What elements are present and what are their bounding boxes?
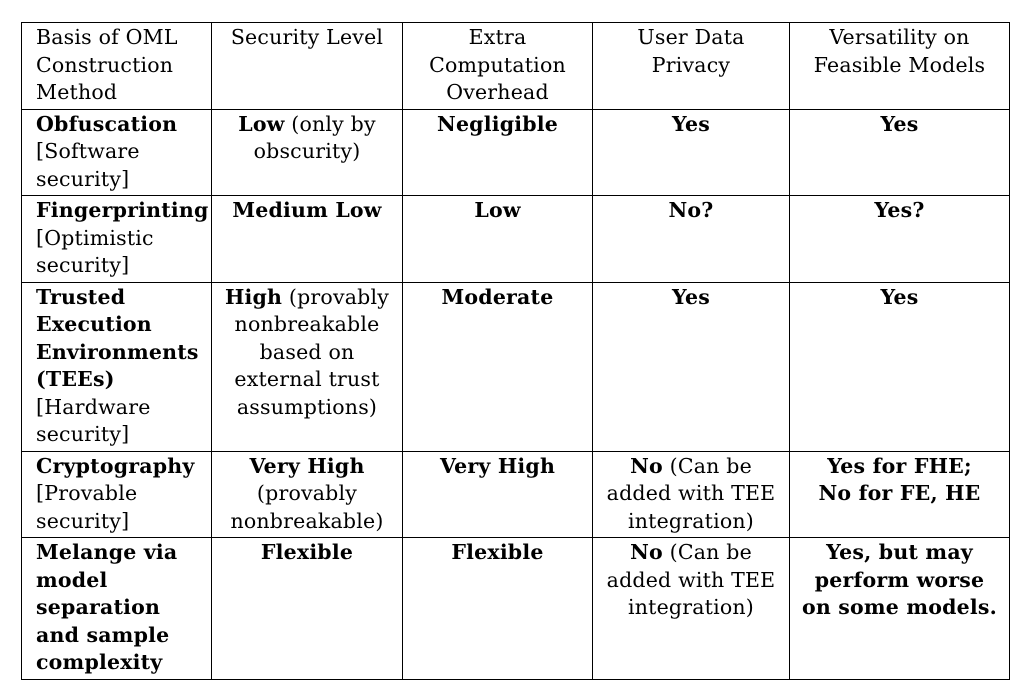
overhead-value: Low	[474, 198, 521, 222]
security-level-detail: nonbreakable	[234, 312, 380, 336]
cell-user-data-privacy	[593, 538, 790, 680]
cell-method	[22, 109, 212, 196]
method-name: and sample	[36, 622, 170, 647]
security-level-value: High	[224, 284, 283, 309]
security-line	[218, 111, 396, 139]
method-name: Obfuscation	[36, 111, 178, 136]
header-text: User Data	[637, 25, 745, 49]
versatility-value: Yes for FHE;	[827, 453, 972, 478]
header-text: Extra	[468, 25, 527, 49]
method-name: Execution	[36, 312, 152, 336]
method-name: model	[36, 567, 108, 592]
header-text: Method	[36, 80, 118, 104]
method-security-note: security]	[36, 422, 130, 446]
privacy-value: No	[630, 540, 663, 564]
header-text: Security Level	[230, 25, 384, 49]
cell-versatility	[790, 451, 1010, 538]
header-security-level	[212, 23, 403, 110]
privacy-line	[599, 197, 783, 225]
method-name: Fingerprinting	[36, 198, 209, 222]
header-user-data-privacy	[593, 23, 790, 110]
header-text: Privacy	[651, 52, 731, 77]
method-security-note: [Provable	[36, 481, 138, 505]
privacy-value: No?	[668, 198, 714, 222]
security-line	[218, 284, 396, 312]
method-name: complexity	[36, 650, 163, 674]
cell-user-data-privacy	[593, 451, 790, 538]
table-body	[22, 23, 1010, 680]
method-security-note: security]	[36, 508, 130, 533]
cell-computation-overhead	[403, 282, 593, 451]
cell-user-data-privacy	[593, 196, 790, 283]
table-row	[22, 451, 1010, 538]
header-text: Overhead	[446, 80, 549, 104]
header-row	[22, 23, 1010, 110]
cell-security-level	[212, 282, 403, 451]
cell-method	[22, 196, 212, 283]
privacy-line	[599, 284, 783, 312]
overhead-value: Very High	[439, 453, 556, 478]
method-name: separation	[36, 595, 161, 619]
method-security-note: security]	[36, 253, 130, 277]
method-name: Cryptography	[36, 453, 195, 478]
security-level-detail: obscurity)	[253, 139, 361, 163]
cell-security-level	[212, 538, 403, 680]
cell-method	[22, 451, 212, 538]
versatility-value: perform worse	[814, 567, 985, 592]
method-name: (TEEs)	[36, 367, 115, 391]
cell-security-level	[212, 109, 403, 196]
cell-method	[22, 538, 212, 680]
security-level-detail: external trust	[234, 367, 380, 391]
privacy-detail: added with TEE	[606, 481, 776, 505]
privacy-detail: integration)	[627, 508, 754, 533]
method-security-note: [Hardware	[36, 394, 151, 419]
header-text: Versatility on	[829, 25, 970, 49]
versatility-value: No for FE, HE	[818, 481, 981, 505]
cell-versatility	[790, 196, 1010, 283]
overhead-value: Moderate	[441, 284, 554, 309]
privacy-detail: (Can be	[669, 540, 752, 564]
cell-computation-overhead	[403, 538, 593, 680]
privacy-line	[599, 111, 783, 139]
header-text: Feasible Models	[813, 52, 986, 77]
oml-comparison-table	[21, 22, 1010, 680]
versatility-value: Yes	[880, 284, 919, 309]
security-level-detail: based on	[259, 339, 355, 364]
versatility-value: on some models.	[801, 595, 997, 619]
method-name: Environments	[36, 339, 199, 364]
security-level-detail: (only by	[291, 111, 376, 136]
security-level-value: Flexible	[260, 540, 354, 564]
security-level-value: Medium Low	[232, 198, 382, 222]
security-level-detail: (provably	[288, 284, 390, 309]
cell-versatility	[790, 109, 1010, 196]
table-row	[22, 282, 1010, 451]
header-text: Basis of OML	[36, 25, 178, 49]
privacy-line	[599, 539, 783, 567]
table-row	[22, 196, 1010, 283]
security-level-detail: assumptions)	[236, 394, 378, 419]
method-security-note: [Optimistic	[36, 225, 154, 250]
header-basis-of-oml	[22, 23, 212, 110]
cell-method	[22, 282, 212, 451]
cell-security-level	[212, 196, 403, 283]
privacy-detail: integration)	[627, 595, 754, 619]
header-text: Construction	[36, 52, 174, 77]
security-line	[218, 197, 396, 225]
cell-versatility	[790, 538, 1010, 680]
method-security-note: [Software	[36, 139, 140, 163]
cell-user-data-privacy	[593, 109, 790, 196]
security-line	[218, 539, 396, 567]
table-row	[22, 538, 1010, 680]
security-level-detail: nonbreakable)	[230, 508, 384, 533]
security-line	[218, 453, 396, 481]
header-extra-computation-overhead	[403, 23, 593, 110]
cell-computation-overhead	[403, 109, 593, 196]
method-security-note: security]	[36, 166, 130, 191]
versatility-value: Yes	[880, 111, 919, 136]
security-level-value: Very High	[249, 453, 365, 478]
cell-user-data-privacy	[593, 282, 790, 451]
table-row	[22, 109, 1010, 196]
versatility-value: Yes?	[874, 198, 925, 222]
security-level-value: Low	[238, 111, 285, 136]
cell-versatility	[790, 282, 1010, 451]
header-versatility	[790, 23, 1010, 110]
privacy-value: No	[630, 453, 663, 478]
cell-security-level	[212, 451, 403, 538]
overhead-value: Negligible	[437, 111, 558, 136]
privacy-detail: (Can be	[669, 453, 752, 478]
overhead-value: Flexible	[451, 540, 544, 564]
cell-computation-overhead	[403, 196, 593, 283]
method-name: Melange via	[36, 540, 178, 564]
header-text: Computation	[429, 52, 566, 77]
method-name: Trusted	[36, 284, 126, 309]
cell-computation-overhead	[403, 451, 593, 538]
versatility-value: Yes, but may	[826, 540, 973, 564]
privacy-detail: added with TEE	[606, 567, 776, 592]
privacy-value: Yes	[671, 111, 711, 136]
security-level-detail: (provably	[256, 481, 358, 505]
privacy-line	[599, 453, 783, 481]
privacy-value: Yes	[671, 284, 711, 309]
